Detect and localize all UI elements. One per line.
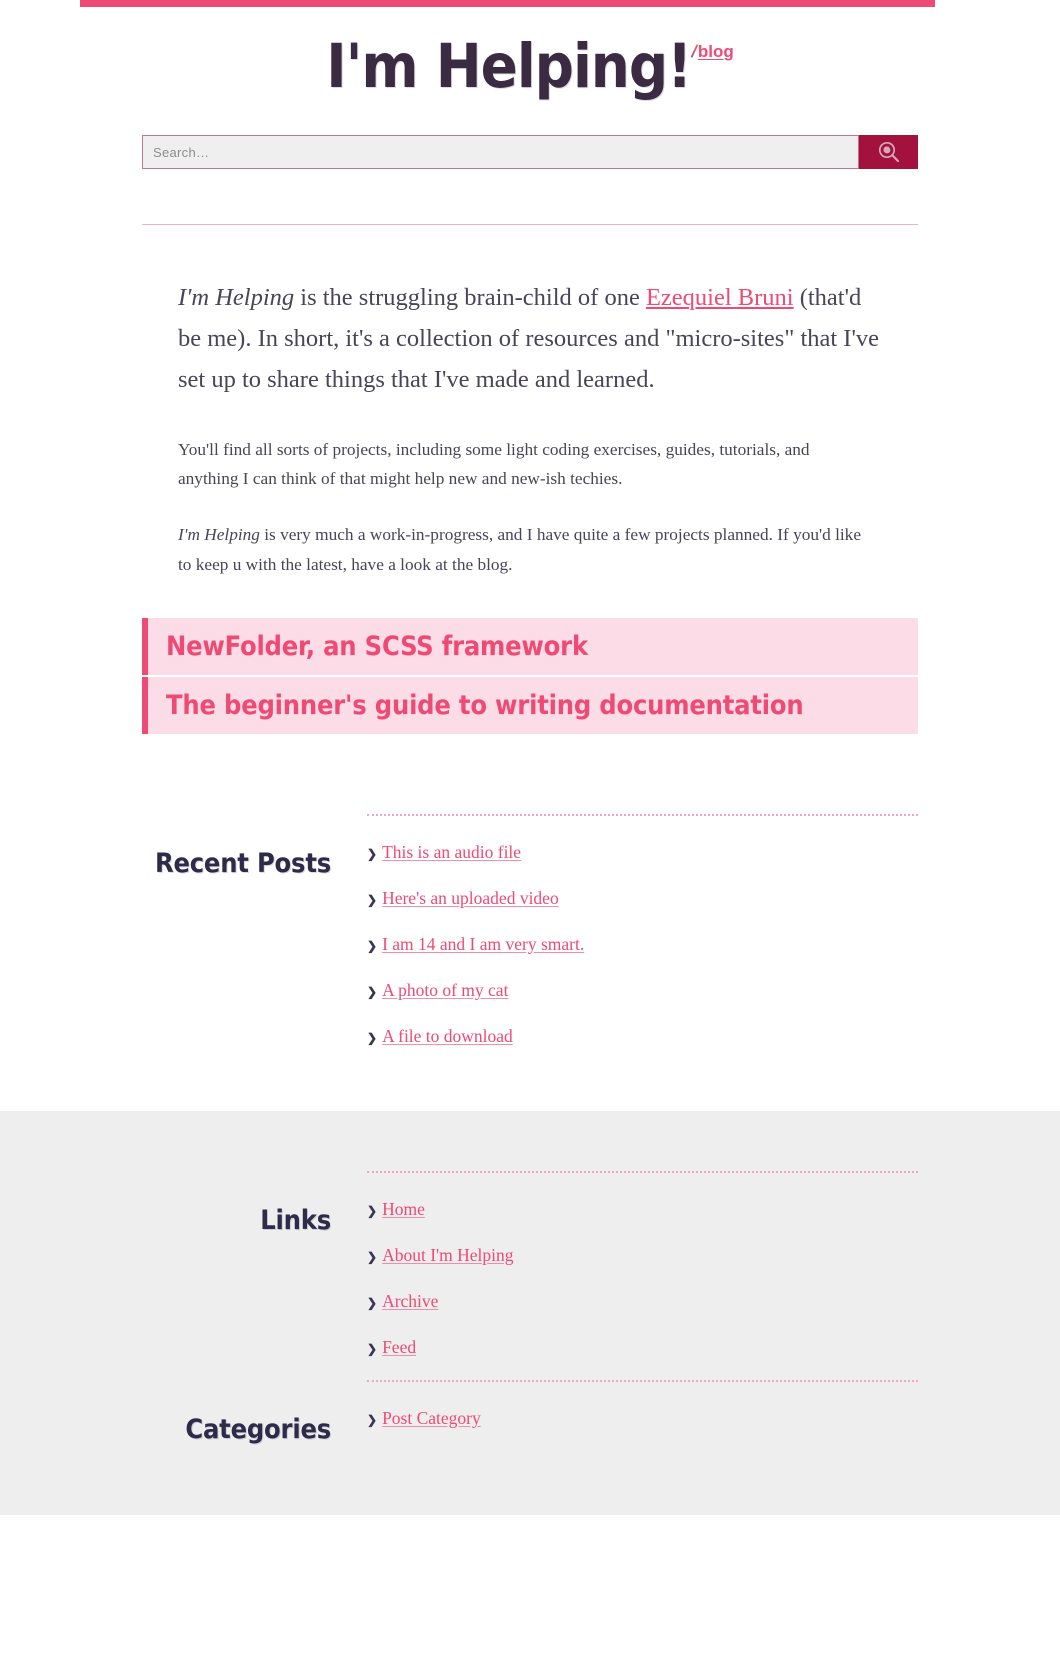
list-item bbox=[367, 1026, 918, 1047]
list-item bbox=[367, 888, 918, 909]
site-footer bbox=[0, 1111, 1060, 1515]
recent-posts-heading: Recent Posts bbox=[154, 847, 331, 879]
chevron-right-icon: ❯ bbox=[367, 892, 378, 907]
intro-lead-text-1: is the struggling brain-child of one bbox=[294, 284, 646, 312]
intro-lead-emphasis: I'm Helping bbox=[178, 284, 295, 312]
recent-post-link-very-smart[interactable]: I am 14 and I am very smart. bbox=[382, 933, 585, 954]
ezequiel-bruni-link[interactable]: Ezequiel Bruni bbox=[645, 284, 794, 312]
featured-item-newfolder[interactable] bbox=[142, 618, 918, 675]
footer-links-block bbox=[142, 1171, 918, 1358]
footer-links-list bbox=[367, 1171, 918, 1358]
chevron-right-icon: ❯ bbox=[367, 1030, 378, 1045]
search-form bbox=[142, 135, 918, 169]
intro-paragraph-3 bbox=[178, 520, 868, 580]
chevron-right-icon: ❯ bbox=[367, 938, 378, 953]
main-content bbox=[142, 225, 918, 579]
chevron-right-icon: ❯ bbox=[367, 846, 378, 861]
intro-p3-text: is very much a work-in-progress, and I have quite a few projects planned. If you'd like to keep u with the latest, have a look at the blog. bbox=[178, 525, 861, 574]
search-input[interactable] bbox=[142, 135, 858, 169]
intro-lead-text-2: (that'd be me). In short, it's a collection of resources and "micro-sites" that I've set up to share things that I've made and learned. bbox=[178, 284, 880, 394]
intro-paragraph-2: You'll find all sorts of projects, including some light coding exercises, guides, tutorials, and anything I can think of that might help new and new-ish techies. bbox=[178, 439, 810, 489]
search-submit-button[interactable] bbox=[858, 135, 918, 169]
list-item bbox=[367, 1245, 918, 1266]
featured-item-title: The beginner's guide to writing documentation bbox=[166, 689, 804, 721]
footer-link-archive[interactable]: Archive bbox=[382, 1290, 439, 1311]
chevron-right-icon: ❯ bbox=[367, 1412, 378, 1427]
footer-category-link-post-category[interactable]: Post Category bbox=[382, 1407, 481, 1428]
chevron-right-icon: ❯ bbox=[367, 1249, 378, 1264]
list-item bbox=[367, 1337, 918, 1358]
list-item bbox=[367, 980, 918, 1001]
chevron-right-icon: ❯ bbox=[367, 984, 378, 999]
footer-links-heading: Links bbox=[260, 1204, 331, 1236]
list-item bbox=[367, 842, 918, 863]
featured-projects bbox=[142, 618, 918, 734]
masthead bbox=[0, 7, 1060, 105]
list-item bbox=[367, 1291, 918, 1312]
featured-item-documentation-guide[interactable] bbox=[142, 677, 918, 734]
blog-suffix bbox=[689, 42, 734, 61]
chevron-right-icon: ❯ bbox=[367, 1341, 378, 1356]
footer-link-about[interactable]: About I'm Helping bbox=[382, 1244, 514, 1265]
list-item bbox=[367, 1199, 918, 1220]
recent-posts-section bbox=[0, 736, 1060, 1111]
site-title-wrap bbox=[326, 31, 734, 102]
recent-post-link-audio-file[interactable]: This is an audio file bbox=[382, 841, 522, 862]
footer-categories-block bbox=[142, 1380, 918, 1445]
recent-posts-block bbox=[142, 814, 918, 1047]
chevron-right-icon: ❯ bbox=[367, 1203, 378, 1218]
chevron-right-icon: ❯ bbox=[367, 1295, 378, 1310]
featured-item-title: NewFolder, an SCSS framework bbox=[166, 630, 588, 662]
top-accent-bar bbox=[80, 0, 935, 7]
footer-link-feed[interactable]: Feed bbox=[382, 1336, 417, 1357]
recent-post-link-photo-of-my-cat[interactable]: A photo of my cat bbox=[382, 979, 509, 1000]
site-title: I'm Helping! bbox=[326, 31, 692, 102]
footer-categories-heading: Categories bbox=[185, 1413, 331, 1445]
search-icon bbox=[876, 139, 902, 165]
recent-post-link-uploaded-video[interactable]: Here's an uploaded video bbox=[382, 887, 559, 908]
list-item bbox=[367, 1408, 918, 1429]
blog-link[interactable]: blog bbox=[697, 42, 734, 61]
recent-post-link-file-to-download[interactable]: A file to download bbox=[382, 1025, 513, 1046]
slash-separator: / bbox=[689, 42, 700, 61]
recent-posts-list bbox=[367, 814, 918, 1047]
footer-link-home[interactable]: Home bbox=[382, 1198, 425, 1219]
intro-p3-emphasis: I'm Helping bbox=[178, 525, 260, 545]
footer-categories-list bbox=[367, 1380, 918, 1429]
list-item bbox=[367, 934, 918, 955]
intro-lead-paragraph bbox=[178, 277, 890, 400]
